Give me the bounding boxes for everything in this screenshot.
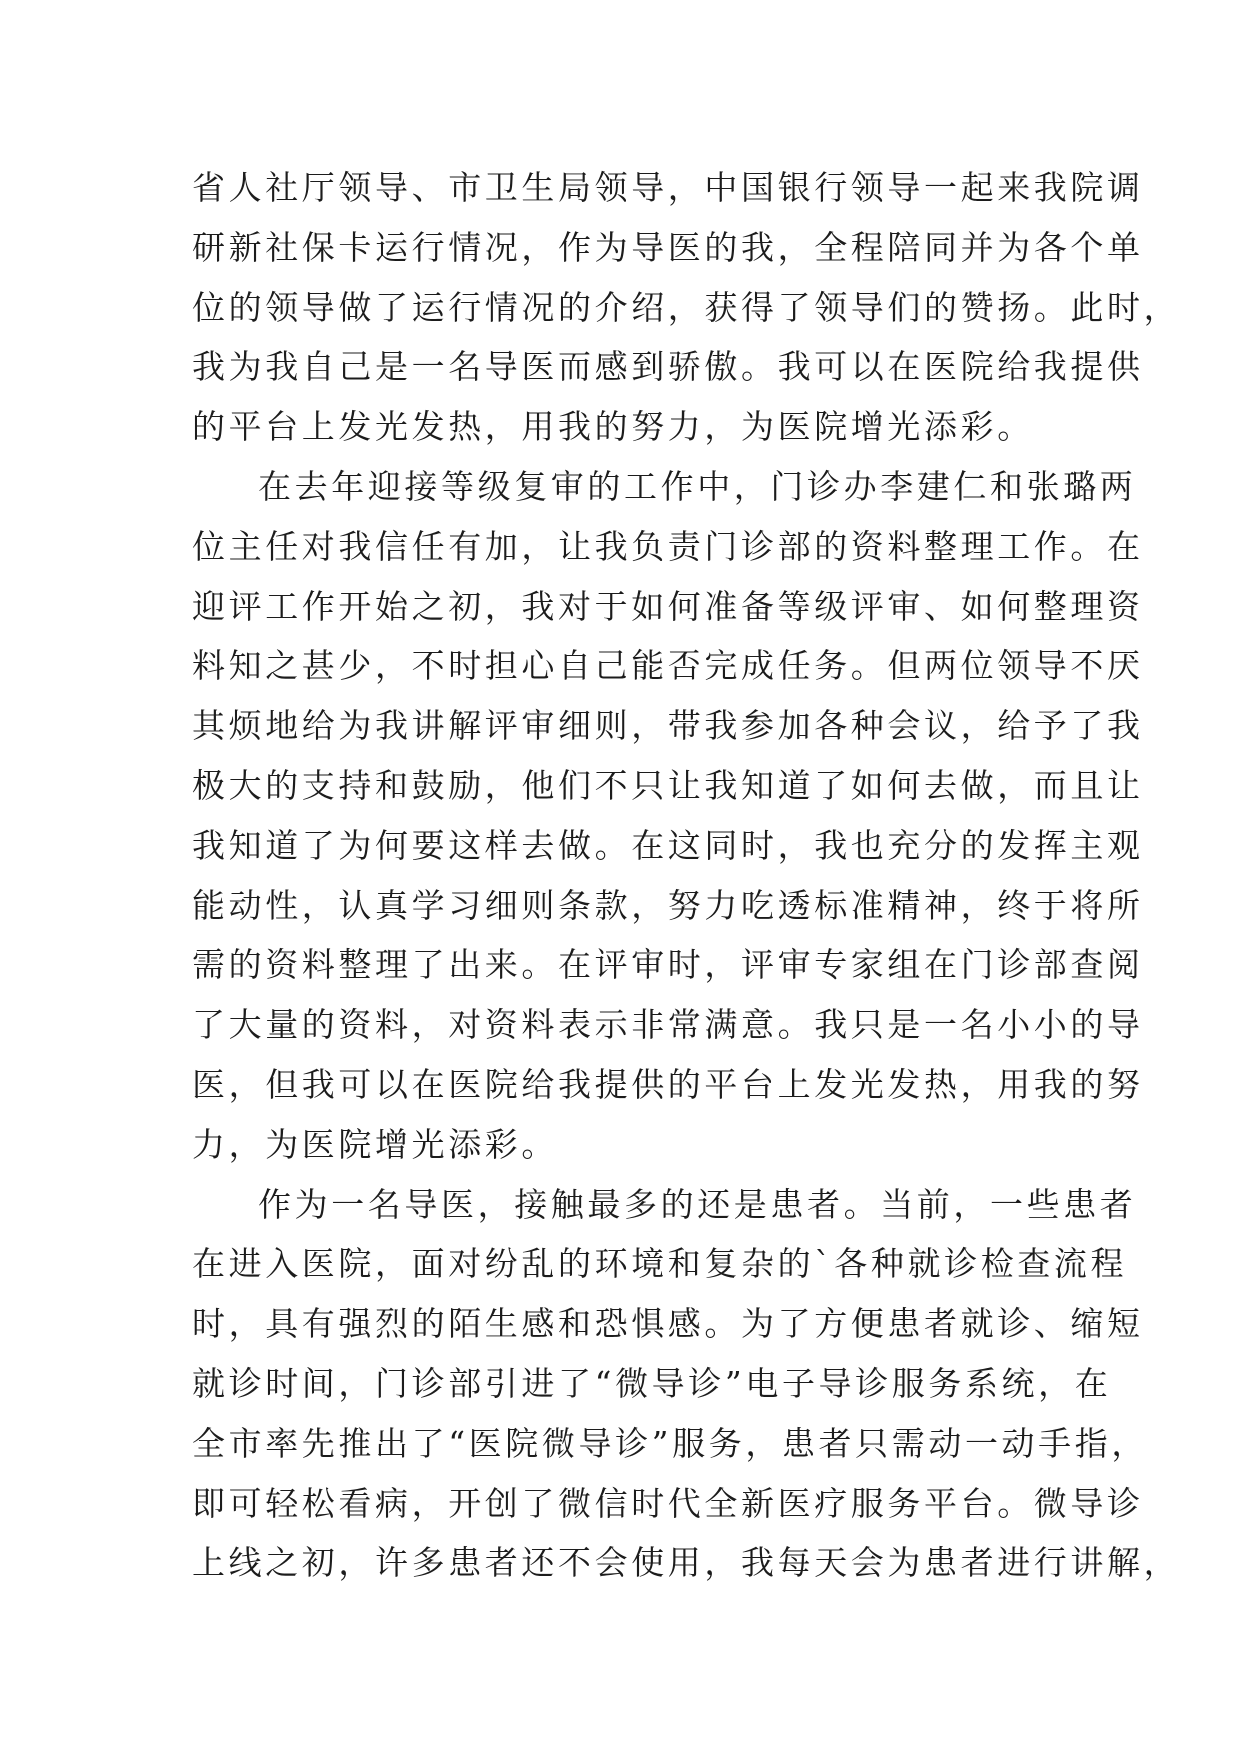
text-line: 的平台上发光发热，用我的努力，为医院增光添彩。 (192, 407, 1034, 447)
text-line: 我知道了为何要这样去做。在这同时，我也充分的发挥主观 (192, 825, 1144, 865)
text-line: 即可轻松看病，开创了微信时代全新医疗服务平台。微导诊 (192, 1483, 1144, 1523)
text-line: 医，但我可以在医院给我提供的平台上发光发热，用我的努 (192, 1064, 1144, 1104)
text-line: 研新社保卡运行情况，作为导医的我，全程陪同并为各个单 (192, 227, 1144, 267)
text-line: 迎评工作开始之初，我对于如何准备等级评审、如何整理资 (192, 586, 1144, 626)
text-line: 能动性，认真学习细则条款，努力吃透标准精神，终于将所 (192, 885, 1144, 925)
text-line: 其烦地给为我讲解评审细则，带我参加各种会议，给予了我 (192, 706, 1144, 746)
text-line: 时，具有强烈的陌生感和恐惧感。为了方便患者就诊、缩短 (192, 1304, 1144, 1344)
text-line: 省人社厅领导、市卫生局领导，中国银行领导一起来我院调 (192, 168, 1144, 207)
text-line: 料知之甚少，不时担心自己能否完成任务。但两位领导不厌 (192, 646, 1144, 686)
text-line: 力，为医院增光添彩。 (192, 1124, 558, 1164)
text-line: 需的资料整理了出来。在评审时，评审专家组在门诊部查阅 (192, 945, 1144, 985)
text-line: 全市率先推出了“医院微导诊”服务，患者只需动一动手指， (192, 1423, 1148, 1463)
text-line: 极大的支持和鼓励，他们不只让我知道了如何去做，而且让 (192, 765, 1144, 805)
document-body (192, 158, 1181, 1593)
text-line: 就诊时间，门诊部引进了“微导诊”电子导诊服务系统，在 (192, 1363, 1112, 1403)
text-line: 了大量的资料，对资料表示非常满意。我只是一名小小的导 (192, 1005, 1144, 1045)
text-line: 上线之初，许多患者还不会使用，我每天会为患者进行讲解， (192, 1543, 1181, 1583)
text-line: 位的领导做了运行情况的介绍，获得了领导们的赞扬。此时， (192, 287, 1181, 327)
text-line: 在去年迎接等级复审的工作中，门诊办李建仁和张璐两 (258, 466, 1137, 506)
text-line: 我为我自己是一名导医而感到骄傲。我可以在医院给我提供 (192, 347, 1144, 387)
text-line: 位主任对我信任有加，让我负责门诊部的资料整理工作。在 (192, 526, 1144, 566)
text-line: 在进入医院，面对纷乱的环境和复杂的`各种就诊检查流程 (192, 1244, 1128, 1284)
text-line: 作为一名导医，接触最多的还是患者。当前，一些患者 (258, 1184, 1137, 1224)
